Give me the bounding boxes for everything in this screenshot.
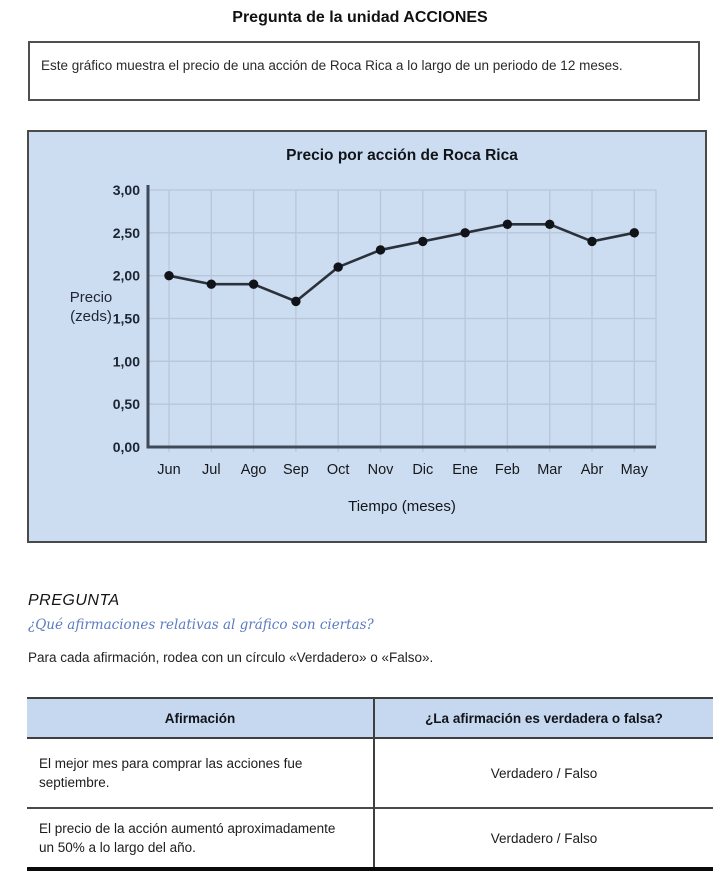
data-point xyxy=(207,280,216,289)
table-header-row xyxy=(27,698,713,738)
stock-price-chart xyxy=(27,130,707,543)
question-instruction: Para cada afirmación, rodea con un círculo «Verdadero» o «Falso». xyxy=(28,650,434,665)
worksheet-page xyxy=(0,8,720,880)
truefalse-options[interactable]: Verdadero / Falso xyxy=(374,738,713,808)
table-row xyxy=(27,738,713,808)
data-point xyxy=(249,280,258,289)
statements-table xyxy=(27,697,713,871)
x-tick-label: Sep xyxy=(282,462,309,478)
price-line-chart-canvas xyxy=(29,132,705,541)
y-axis-label-line2: (zeds) xyxy=(70,308,112,325)
data-point xyxy=(376,245,385,254)
chart-title: Precio por acción de Roca Rica xyxy=(286,147,518,164)
question-subheading: ¿Qué afirmaciones relativas al gráfico son ciertas? xyxy=(28,617,374,633)
x-axis-label: Tiempo (meses) xyxy=(348,498,456,515)
x-tick-label: Ene xyxy=(452,462,479,478)
y-tick-label: 3,00 xyxy=(112,182,140,198)
x-tick-label: Nov xyxy=(367,462,394,478)
header-truefalse-column: ¿La afirmación es verdadera o falsa? xyxy=(374,698,713,738)
y-tick-label: 0,00 xyxy=(112,439,140,455)
truefalse-options[interactable]: Verdadero / Falso xyxy=(374,808,713,869)
data-point xyxy=(334,262,343,271)
y-tick-label: 2,00 xyxy=(112,267,140,284)
x-tick-label: Feb xyxy=(494,462,520,478)
x-tick-label: Ago xyxy=(240,462,267,478)
data-point xyxy=(587,237,596,246)
data-point xyxy=(418,237,427,246)
x-tick-label: Abr xyxy=(580,462,604,478)
price-line xyxy=(169,224,634,301)
data-point xyxy=(460,228,469,237)
x-tick-label: Dic xyxy=(412,462,434,478)
intro-box xyxy=(28,41,700,101)
x-tick-label: Oct xyxy=(326,462,350,478)
header-statement-column: Afirmación xyxy=(27,698,374,738)
y-tick-label: 0,50 xyxy=(112,396,140,413)
y-axis-label xyxy=(45,288,137,326)
y-axis-label-line1: Precio xyxy=(69,289,113,306)
x-tick-label: Jul xyxy=(202,462,221,478)
x-tick-label: Jun xyxy=(157,462,181,478)
question-heading: PREGUNTA xyxy=(28,592,120,609)
x-tick-label: Mar xyxy=(537,462,563,478)
data-point xyxy=(545,220,554,229)
x-tick-label: May xyxy=(620,462,649,478)
y-tick-label: 2,50 xyxy=(112,224,140,241)
data-point xyxy=(291,297,300,306)
statement-text: El mejor mes para comprar las acciones fue septiembre. xyxy=(39,756,303,790)
page-title: Pregunta de la unidad ACCIONES xyxy=(232,9,488,26)
data-point xyxy=(164,271,173,280)
intro-text: Este gráfico muestra el precio de una acción de Roca Rica a lo largo de un periodo de 12 meses. xyxy=(41,58,623,73)
data-point xyxy=(630,228,639,237)
statement-text: El precio de la acción aumentó aproximadamente un 50% a lo largo del año. xyxy=(27,808,374,869)
y-tick-label: 1,00 xyxy=(112,353,140,370)
table-row xyxy=(27,808,713,869)
data-point xyxy=(503,220,512,229)
y-tick-label: 1,50 xyxy=(112,310,140,327)
